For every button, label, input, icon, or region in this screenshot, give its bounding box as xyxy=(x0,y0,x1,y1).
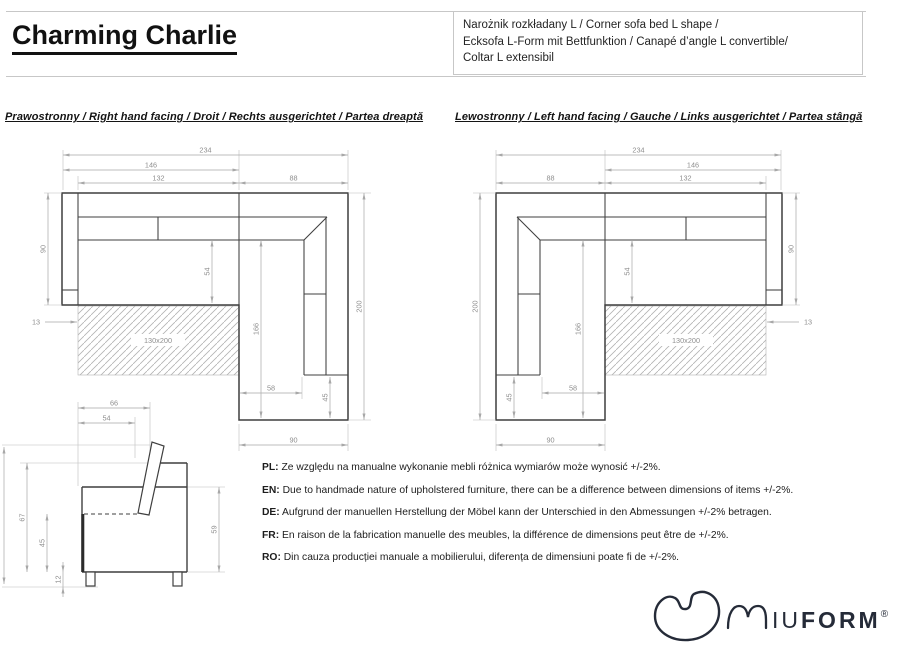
notes-list xyxy=(262,462,898,575)
dim-overall-width xyxy=(496,146,781,157)
dim-chaise-width xyxy=(239,436,348,447)
svg-text:13: 13 xyxy=(803,317,813,327)
svg-text:88: 88 xyxy=(546,173,555,183)
wave-m-glyph xyxy=(728,606,766,628)
dim-chaise-width xyxy=(496,436,605,447)
side-sofa-body xyxy=(82,463,187,586)
wordmark xyxy=(772,607,891,633)
svg-text:130x200: 130x200 xyxy=(672,336,700,345)
svg-text:88: 88 xyxy=(289,173,298,183)
svg-text:12: 12 xyxy=(53,575,63,584)
note-de: DE: Aufgrund der manuellen Herstellung der Möbel kann der Unterschied in den Abmessungen +/-2% betragen. xyxy=(262,507,772,518)
dim-seat-depth xyxy=(623,240,634,303)
svg-text:58: 58 xyxy=(266,383,276,393)
dim-body-depth xyxy=(39,193,50,305)
svg-text:130x200: 130x200 xyxy=(144,336,172,345)
page-title xyxy=(12,20,237,55)
dim-body-inner xyxy=(78,174,239,185)
svg-text:166: 166 xyxy=(251,322,261,336)
svg-text:45: 45 xyxy=(37,538,47,548)
svg-text:54: 54 xyxy=(102,413,111,423)
svg-text:234: 234 xyxy=(199,145,212,155)
dim-back-height xyxy=(18,463,29,572)
dim-chaise-span xyxy=(239,174,348,185)
dim-chaise-inner-length xyxy=(252,240,263,418)
dim-seat-height xyxy=(38,514,49,572)
dim-side-height xyxy=(210,487,221,572)
dim-chaise-outer-length xyxy=(471,193,482,420)
dim-chaise-seat-width xyxy=(542,384,604,395)
wordmark-light: IU xyxy=(772,607,801,633)
note-ro: RO: Din cauza producției manuale a mobilierului, diferența de dimensiuni poate fi de +/-2%. xyxy=(262,552,679,563)
svg-text:90: 90 xyxy=(786,244,796,254)
svg-text:132: 132 xyxy=(679,173,692,183)
dim-overall-height xyxy=(3,447,6,584)
svg-text:234: 234 xyxy=(632,145,645,155)
svg-text:58: 58 xyxy=(568,383,578,393)
svg-text:67: 67 xyxy=(17,513,27,522)
dim-seat-depth xyxy=(203,240,214,303)
note-en: EN: Due to handmade nature of upholstered furniture, there can be a difference between dimensions of items +/-2%. xyxy=(262,484,794,496)
dim-arm-top-width xyxy=(78,399,150,410)
product-type-box xyxy=(453,11,863,75)
svg-text:90: 90 xyxy=(546,435,555,445)
svg-text:66: 66 xyxy=(109,398,119,408)
left-facing-plan-drawing xyxy=(454,140,814,460)
side-view-drawing xyxy=(0,390,250,602)
svg-text:45: 45 xyxy=(504,393,514,402)
svg-text:146: 146 xyxy=(686,160,700,170)
dim-mattress-offset xyxy=(767,318,812,327)
svg-text:132: 132 xyxy=(152,173,165,183)
svg-text:13: 13 xyxy=(31,317,41,327)
section-label-left-facing: Lewostronny / Left hand facing / Gauche / Links ausgerichtet / Partea stângă xyxy=(455,111,863,123)
note-pl: PL: Ze względu na manualne wykonanie mebli różnica wymiarów może wynosić +/-2%. xyxy=(262,462,661,473)
dim-body-depth xyxy=(787,193,798,305)
dim-overall-width xyxy=(63,146,348,157)
svg-text:166: 166 xyxy=(573,322,583,336)
registered-mark: ® xyxy=(880,609,892,620)
wordmark-bold: FORM xyxy=(801,607,881,633)
svg-text:146: 146 xyxy=(144,160,158,170)
dim-arm-inner-width xyxy=(78,414,135,425)
dim-body-with-arm xyxy=(605,161,781,172)
product-type-line-1: Narożnik rozkładany L / Corner sofa bed L shape / xyxy=(463,19,719,31)
dim-chaise-span xyxy=(496,174,605,185)
svg-text:54: 54 xyxy=(622,267,632,276)
note-fr: FR: En raison de la fabrication manuelle des meubles, la différence de dimensions peut être de +/-2%. xyxy=(262,529,729,541)
headrest-cushion xyxy=(138,442,164,515)
svg-text:59: 59 xyxy=(209,525,219,534)
page-title-text: Charming Charlie xyxy=(12,20,237,55)
product-type-line-3: Coltar L extensibil xyxy=(463,52,554,65)
section-label-right-facing: Prawostronny / Right hand facing / Droit / Rechts ausgerichtet / Partea dreaptă xyxy=(5,111,424,123)
svg-text:45: 45 xyxy=(320,393,330,402)
svg-text:54: 54 xyxy=(202,267,212,276)
svg-text:90: 90 xyxy=(289,435,298,445)
dim-chaise-outer-length xyxy=(355,193,366,420)
dim-chaise-front xyxy=(505,377,516,418)
svg-text:200: 200 xyxy=(354,300,364,313)
product-type-line-2: Ecksofa L-Form mit Bettfunktion / Canapé d’angle L convertible/ xyxy=(463,35,788,48)
sleeping-area-hatch xyxy=(605,306,766,375)
dim-mattress-offset xyxy=(32,318,77,327)
dim-chaise-front xyxy=(321,377,332,418)
bean-icon xyxy=(655,592,719,640)
svg-text:90: 90 xyxy=(38,244,48,254)
brand-logo xyxy=(646,584,890,648)
dim-leg-height xyxy=(54,562,65,597)
sleeping-area-hatch xyxy=(78,306,239,375)
dim-body-with-arm xyxy=(63,161,239,172)
svg-text:200: 200 xyxy=(470,300,480,313)
dim-body-inner xyxy=(605,174,766,185)
